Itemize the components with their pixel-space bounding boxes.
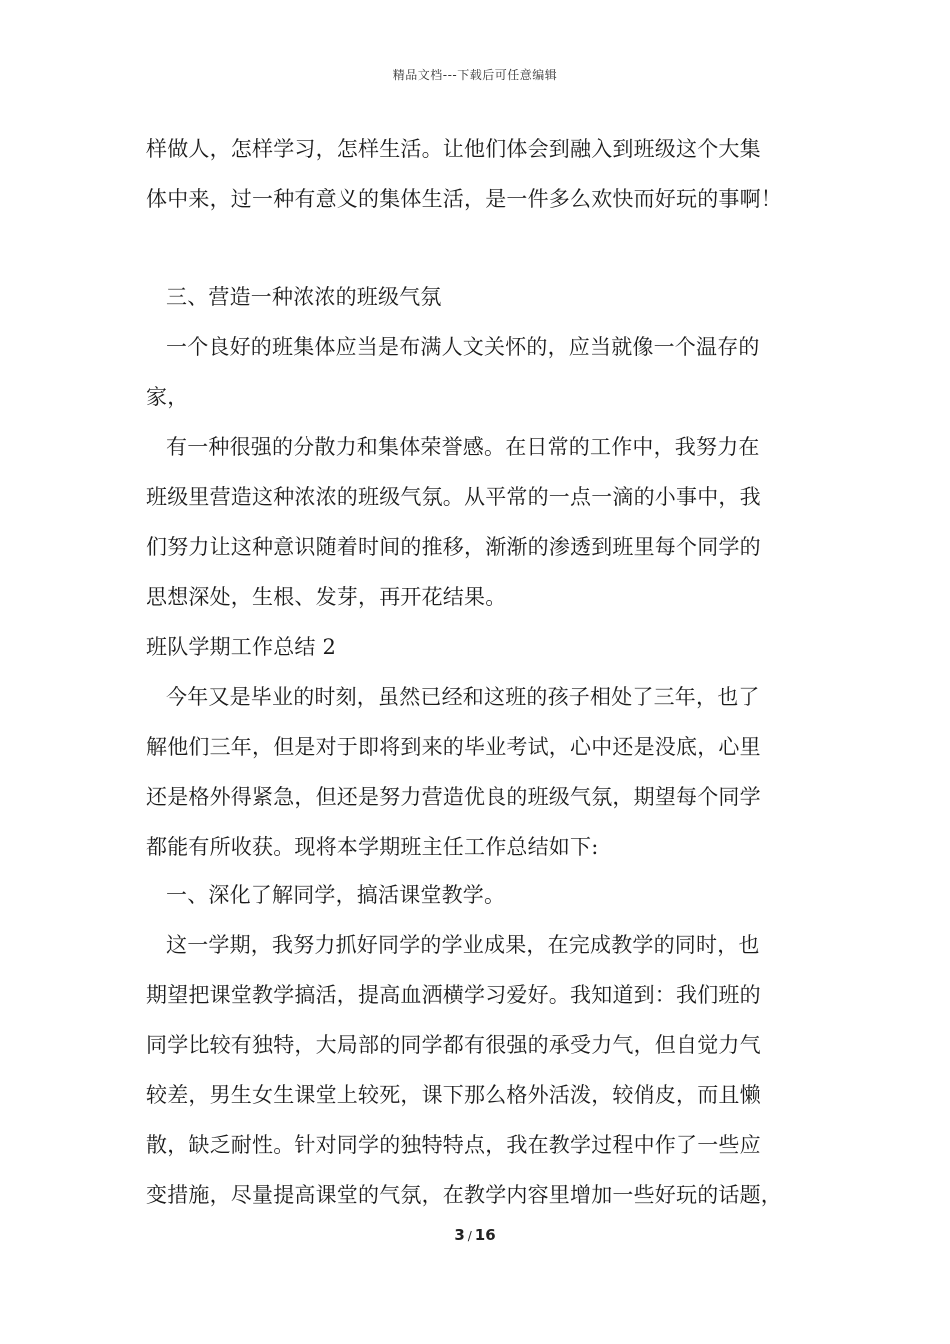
current-page-number: 3 (454, 1226, 465, 1244)
body-line-8: 们努力让这种意识随着时间的推移，渐渐的渗透到班里每个同学的 (146, 535, 761, 559)
body-line-13: 还是格外得紧急，但还是努力营造优良的班级气氛，期望每个同学 (146, 785, 761, 809)
body-line-17: 期望把课堂教学搞活，提高血洒横学习爱好。我知道到：我们班的 (146, 983, 761, 1007)
body-line-11: 今年又是毕业的时刻，虽然已经和这班的孩子相处了三年，也了 (166, 685, 760, 709)
total-pages-number: 16 (474, 1226, 496, 1244)
document-title: 班队学期工作总结 2 (146, 635, 337, 659)
section-heading-3: 三、营造一种浓浓的班级气氛 (166, 285, 442, 309)
body-line-20: 散，缺乏耐性。针对同学的独特特点，我在教学过程中作了一些应 (146, 1133, 761, 1157)
body-line-9: 思想深处，生根、发芽，再开花结果。 (146, 585, 507, 609)
body-line-19: 较差，男生女生课堂上较死，课下那么格外活泼，较俏皮，而且懒 (146, 1083, 761, 1107)
body-line-5: 家， (146, 385, 189, 409)
page-header: 精品文档---下载后可任意编辑 (392, 68, 558, 82)
body-line-18: 同学比较有独特，大局部的同学都有很强的承受力气，但自觉力气 (146, 1033, 761, 1057)
body-line-16: 这一学期，我努力抓好同学的学业成果，在完成教学的同时，也 (166, 933, 760, 957)
body-line-6: 有一种很强的分散力和集体荣誉感。在日常的工作中，我努力在 (166, 435, 760, 459)
body-line-4: 一个良好的班集体应当是布满人文关怀的，应当就像一个温存的 (166, 335, 760, 359)
body-line-12: 解他们三年，但是对于即将到来的毕业考试，心中还是没底，心里 (146, 735, 761, 759)
body-line-14: 都能有所收获。现将本学期班主任工作总结如下: (146, 835, 599, 859)
body-line-7: 班级里营造这种浓浓的班级气氛。从平常的一点一滴的小事中，我 (146, 485, 761, 509)
body-line-2: 体中来，过一种有意义的集体生活，是一件多么欢快而好玩的事啊！ (146, 187, 782, 211)
page-separator: / (467, 1229, 472, 1243)
body-line-1: 样做人，怎样学习，怎样生活。让他们体会到融入到班级这个大集 (146, 137, 761, 161)
page-number (0, 1226, 950, 1244)
section-heading-1: 一、深化了解同学，搞活课堂教学。 (166, 883, 506, 907)
body-line-21: 变措施，尽量提高课堂的气氛，在教学内容里增加一些好玩的话题， (146, 1183, 782, 1207)
